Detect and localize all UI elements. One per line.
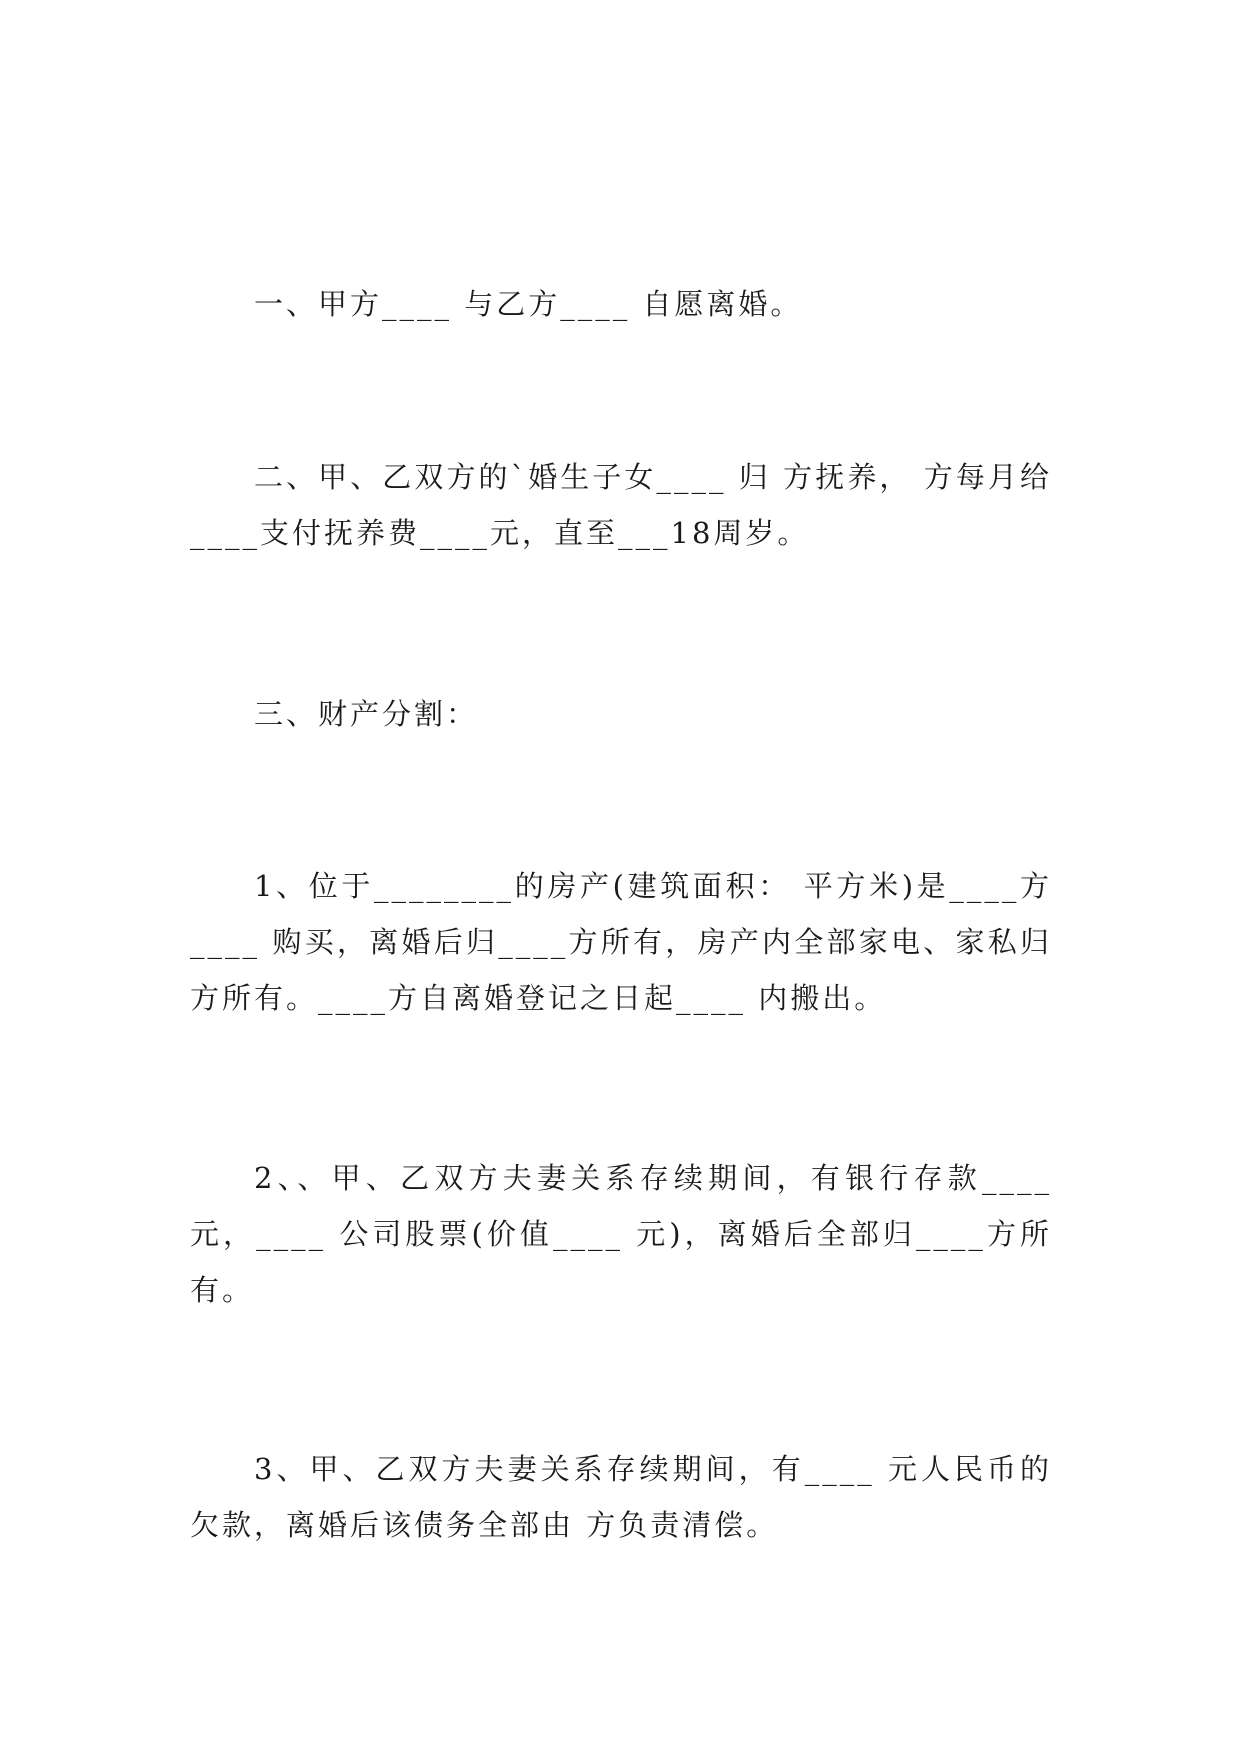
clause-3-3-debts: 3、甲、乙双方夫妻关系存续期间，有____ 元人民币的欠款，离婚后该债务全部由 方负责清偿。 xyxy=(190,1452,1052,1542)
clause-2-child-custody: 二、甲、乙双方的`婚生子女____ 归 方抚养， 方每月给____支付抚养费____元，直至___18周岁。 xyxy=(190,460,1052,550)
clause-3-2-savings-stocks: 2、、甲、乙双方夫妻关系存续期间，有银行存款____元，____ 公司股票(价值____ 元)，离婚后全部归____方所有。 xyxy=(190,1161,1052,1307)
clause-3-property-division-heading: 三、财产分割： xyxy=(254,697,479,731)
clause-1-voluntary-divorce: 一、甲方____ 与乙方____ 自愿离婚。 xyxy=(254,287,803,321)
clause-3-1-real-estate: 1、位于________的房产(建筑面积： 平方米)是____方____ 购买，离婚后归____方所有，房产内全部家电、家私归 方所有。____方自离婚登记之日起____ 内搬出。 xyxy=(190,869,1052,1015)
